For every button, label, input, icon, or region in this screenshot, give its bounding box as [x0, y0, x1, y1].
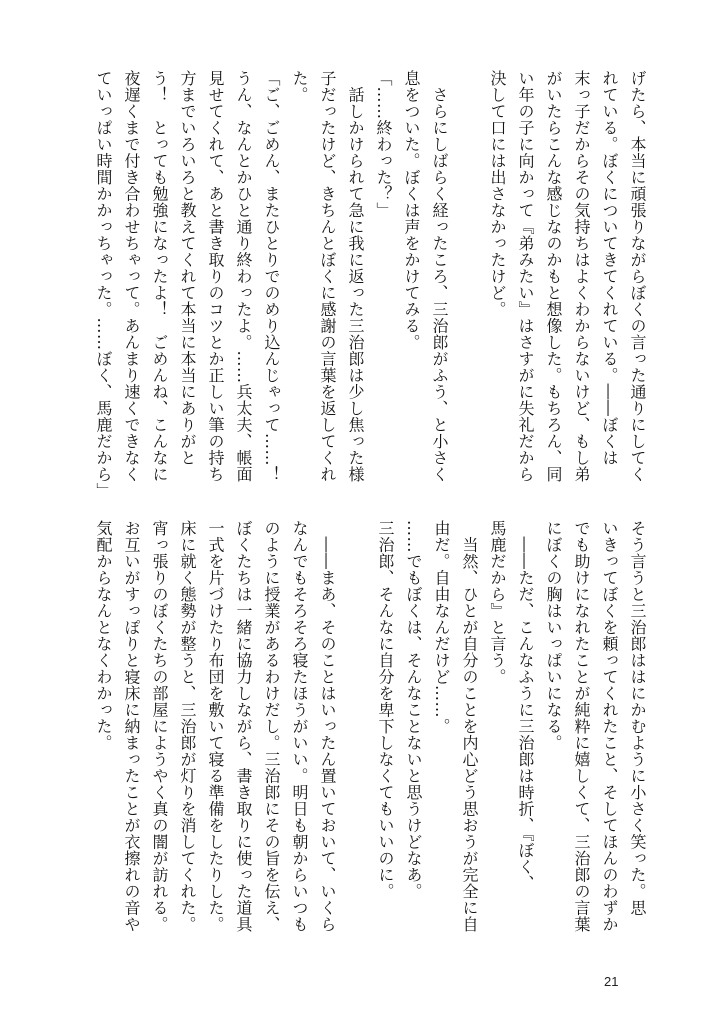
- text-line: ――まあ、そのことはいったん置いておいて、いくら: [318, 520, 337, 933]
- text-line: さらにしばらく経ったころ、三治郎がふう、と小さく: [430, 70, 449, 483]
- text-line: 方までいろいろと教えてくれて本当に本当にありがと: [178, 70, 197, 466]
- text-line: げたら、本当に頑張りながらぼくの言った通りにしてく: [628, 70, 647, 483]
- text-line: 子だったけど、きちんとぼくに感謝の言葉を返してくれ: [318, 70, 337, 483]
- bottom-text-block: [86, 520, 648, 960]
- text-line: い年の子に向かって『弟みたい』はさすがに失礼だから: [516, 70, 535, 483]
- text-line: 床に就く態勢が整うと、三治郎が灯りを消してくれた。: [178, 520, 197, 933]
- text-line: ぼくたちは一緒に協力しながら、書き取りに使った道具: [234, 520, 253, 933]
- text-line: 当然、ひとが自分のことを内心どう思おうが完全に自: [460, 520, 479, 933]
- text-line: 見せてくれて、あと書き取りのコツとか正しい筆の持ち: [206, 70, 225, 483]
- text-line: なんでもそろそろ寝たほうがいい。明日も朝からいつも: [290, 520, 309, 933]
- text-line: 決して口には出さなかったけど。: [488, 70, 507, 318]
- text-line: うん、なんとかひと通り終わったよ。……兵太夫、帳面: [234, 70, 253, 483]
- text-line: お互いがすっぽりと寝床に納まったことが衣擦れの音や: [122, 520, 141, 933]
- text-line: でも助けになれたことが純粋に嬉しくて、三治郎の言葉: [572, 520, 591, 933]
- text-line: がいたらこんな感じなのかもと想像した。もちろん、同: [544, 70, 563, 483]
- text-line: ……でもぼくは、そんなことないと思うけどなあ。: [404, 520, 423, 900]
- text-line: 宵っ張りのぼくたちの部屋にようやく真の闇が訪れる。: [150, 520, 169, 933]
- text-line: た。: [290, 70, 309, 103]
- text-line: 夜遅くまで付き合わせちゃって。あんまり速くできなく: [122, 70, 141, 483]
- text-line: 末っ子だからその気持ちはよくわからないけど、もし弟: [572, 70, 591, 483]
- text-line: 三治郎、そんなに自分を卑下しなくてもいいのに。: [376, 520, 395, 900]
- text-line: う！ とっても勉強になったよ！ ごめんね、こんなに: [150, 70, 169, 483]
- top-text-block: [86, 70, 648, 510]
- text-line: いきってぼくを頼ってくれたこと、そしてほんのわずか: [600, 520, 619, 933]
- text-line: 話しかけられて急に我に返った三治郎は少し焦った様: [346, 70, 365, 483]
- text-line: そう言うと三治郎ははにかむように小さく笑った。思: [628, 520, 647, 916]
- text-line: にぼくの胸はいっぱいになる。: [544, 520, 563, 751]
- text-line: 息をついた。ぼくは声をかけてみる。: [402, 70, 421, 351]
- text-line: のように授業があるわけだし。三治郎にその旨を伝え、: [262, 520, 281, 933]
- text-line: 気配からなんとなくわかった。: [94, 520, 113, 751]
- text-line: 由だ。自由なんだけど……。: [432, 520, 451, 735]
- text-line: ていっぱい時間かかっちゃった。……ぼく、馬鹿だから」: [94, 70, 113, 499]
- page-number: 21: [604, 974, 619, 989]
- text-line: 「ご、ごめん、またひとりでのめり込んじゃって……！: [262, 70, 281, 483]
- text-line: 「……終わった？」: [374, 70, 393, 219]
- text-line: ――ただ、こんなふうに三治郎は時折、『ぼく、: [516, 520, 535, 892]
- text-line: 馬鹿だから』と言う。: [488, 520, 507, 685]
- text-line: 一式を片づけたり布団を敷いて寝る準備をしたりした。: [206, 520, 225, 933]
- text-line: れている。ぼくについてきてくれている。――ぼくは: [600, 70, 619, 466]
